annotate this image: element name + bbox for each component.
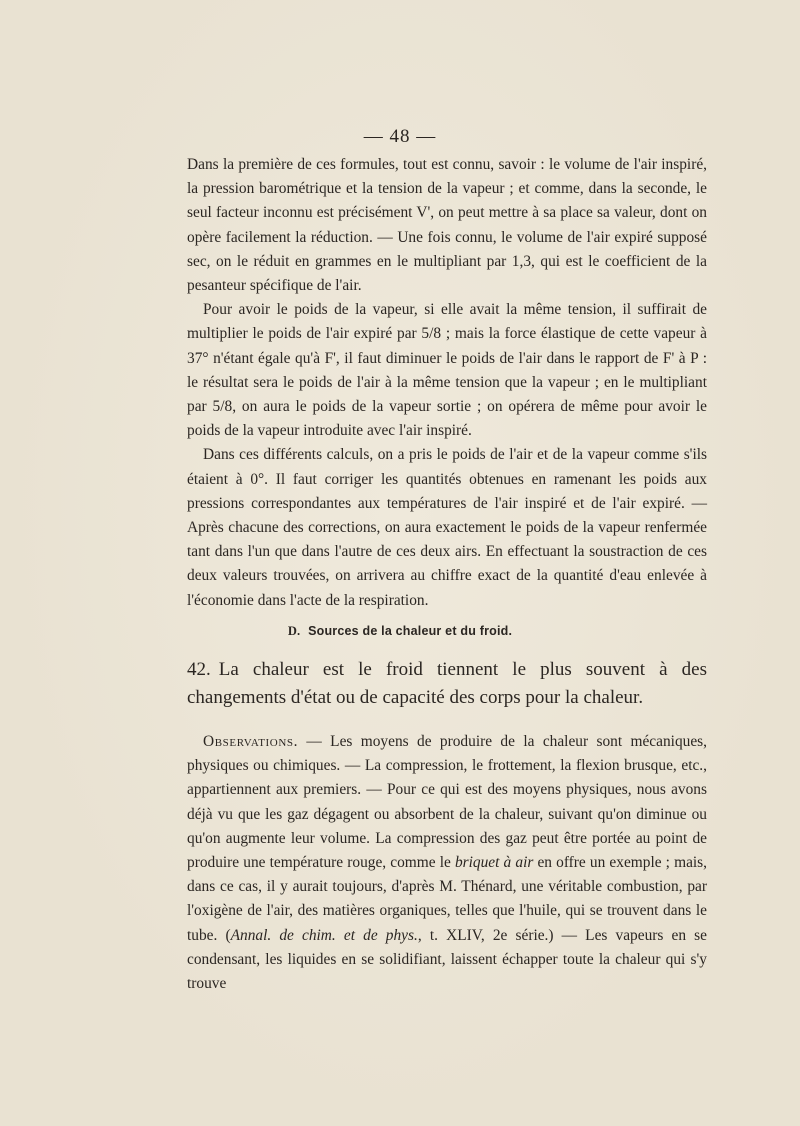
briquet-term: briquet à air <box>454 854 534 872</box>
section-title: Sources de la chaleur et du froid. <box>308 624 513 638</box>
journal-citation: Annal. de chim. et de phys. <box>230 926 418 944</box>
body-text-upper <box>187 153 707 613</box>
observations-text-3: , t. XLIV, 2e série.) — Les vapeurs en se condensant, les liquides en se solidifiant, laissent échapper toute la chaleur qui s'y trouve <box>187 926 707 993</box>
section-letter: D. <box>287 624 301 638</box>
proposition <box>187 656 707 712</box>
proposition-number: 42. <box>187 659 211 680</box>
paragraph: Dans la première de ces formules, tout est connu, savoir : le volume de l'air inspiré, la pression barométrique et la tension de la vapeur ; et comme, dans la seconde, le seul facteur inconnu est précisément V', on peut mettre à sa place sa valeur, dont on opère facilement la réduction. — Une fois connu, le volume de l'air expiré supposé sec, on le réduit en grammes en le multipliant par 1,3, qui est le coefficient de la pesanteur spécifique de l'air. <box>187 156 707 295</box>
observations-text-2: en offre un exemple ; mais, dans ce cas, il y aurait toujours, d'après M. Thénard, une véritable combustion, par l'oxigène de l'air, des matières organiques, telles que l'huile, qui se trouvent dans le tube. ( <box>187 854 708 944</box>
observations-text-1: — Les moyens de produire de la chaleur sont mécaniques, physiques ou chimiques. — La compression, le frottement, la flexion brusque, etc., appartiennent aux premiers. — Pour ce qui est des moyens physiques, nous avons déjà vu que les gaz dégagent ou absorbent de la chaleur, suivant qu'on diminue ou qu'on augmente leur volume. La compression des gaz peut être portée au point de produire une température rouge, comme le <box>187 733 707 872</box>
paragraph: Pour avoir le poids de la vapeur, si elle avait la même tension, il suffirait de multiplier le poids de l'air expiré par 5/8 ; mais la force élastique de cette vapeur à 37° n'étant égale qu'à F', il faut diminuer le poids de l'air dans le rapport de F' à P : le résultat sera le poids de l'air à la même tension que la vapeur ; en le multipliant par 5/8, on aura le poids de la vapeur sortie ; on opérera de même pour avoir le poids de la vapeur introduite avec l'air inspiré. <box>187 301 707 440</box>
proposition-text: La chaleur est le froid tiennent le plus souvent à des changements d'état ou de capacité des corps pour la chaleur. <box>187 659 707 708</box>
section-heading <box>0 624 800 639</box>
paragraph: Dans ces différents calculs, on a pris le poids de l'air et de la vapeur comme s'ils étaient à 0°. Il faut corriger les quantités obtenues en ramenant les poids aux pressions correspondantes aux températures de l'air inspiré et de l'air expiré. — Après chacune des corrections, on aura exactement le poids de la vapeur renfermée tant dans l'un que dans l'autre de ces deux airs. En effectuant la soustraction de ces deux valeurs trouvées, on arrivera au chiffre exact de la quantité d'eau enlevée à l'économie dans l'acte de la respiration. <box>187 446 707 609</box>
observations-paragraph <box>187 730 707 996</box>
body-text-lower <box>187 730 707 996</box>
observations-label: Observations. <box>203 733 299 750</box>
page-number: — 48 — <box>363 126 437 147</box>
